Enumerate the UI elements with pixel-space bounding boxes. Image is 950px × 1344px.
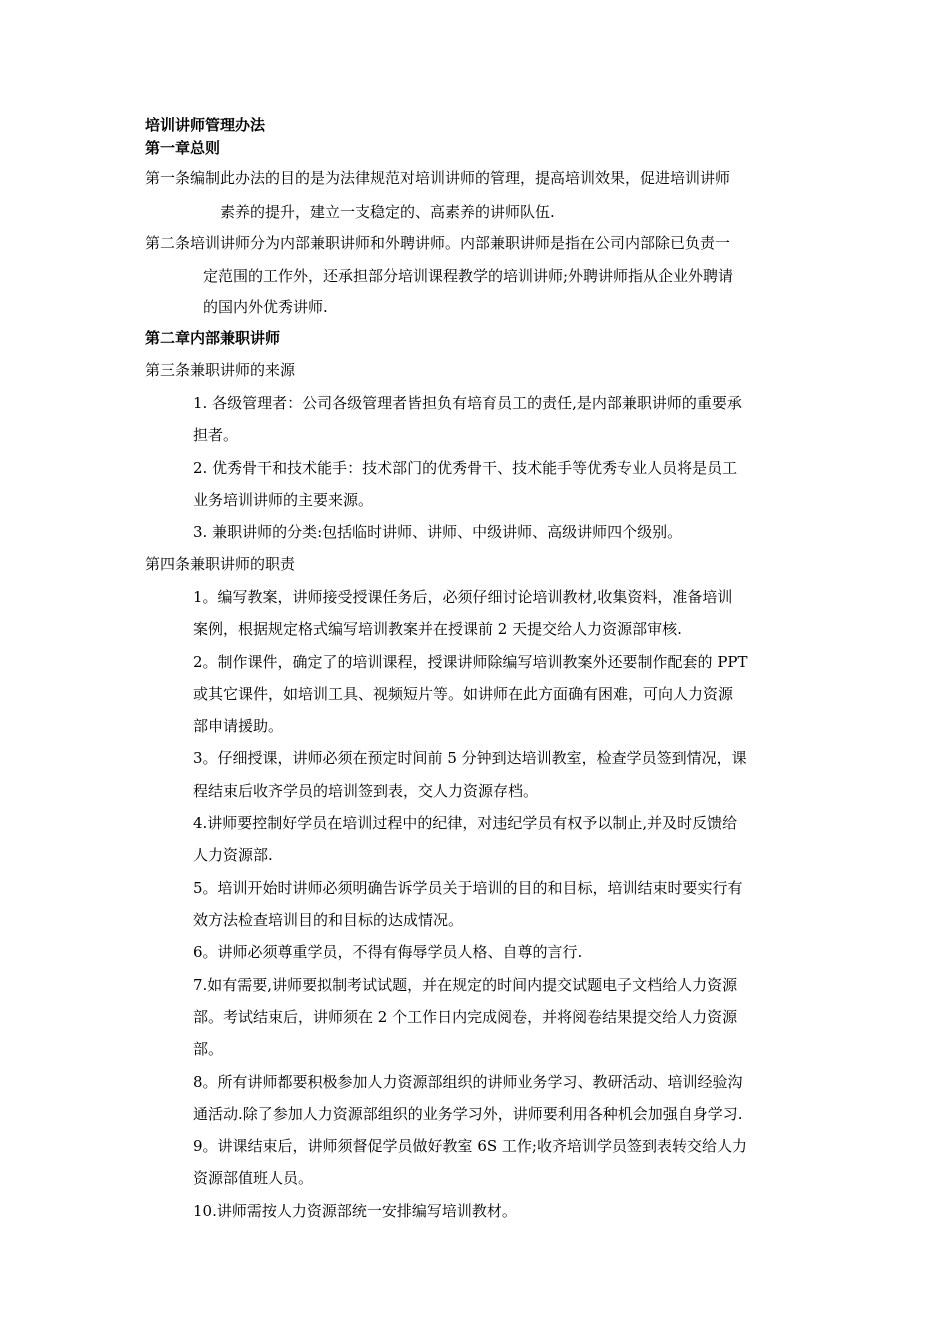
chapter-1-heading: 第一章总则	[145, 139, 221, 157]
article-4-heading: 第四条兼职讲师的职责	[145, 555, 296, 573]
article-4-item-line: 1。编写教案，讲师接受授课任务后，必须仔细讨论培训教材,收集资料，准备培训	[193, 588, 733, 606]
article-3-item-line: 2. 优秀骨干和技术能手：技术部门的优秀骨干、技术能手等优秀专业人员将是员工	[193, 459, 738, 477]
article-2-line: 第二条培训讲师分为内部兼职讲师和外聘讲师。内部兼职讲师是指在公司内部除已负责一	[145, 234, 731, 252]
article-4-item-line: 资源部值班人员。	[193, 1169, 314, 1187]
article-3-item-line: 担者。	[193, 426, 239, 444]
article-4-item-line: 效方法检查培训目的和目标的达成情况。	[193, 911, 464, 929]
article-4-item-line: 通活动.除了参加人力资源部组织的业务学习外，讲师要利用各种机会加强自身学习.	[193, 1105, 743, 1123]
article-4-item-line: 6。讲师必须尊重学员，不得有侮辱学员人格、自尊的言行.	[193, 943, 583, 961]
article-4-item-line: 程结束后收齐学员的培训签到表，交人力资源存档。	[193, 782, 539, 800]
article-4-item-line: 8。所有讲师都要积极参加人力资源部组织的讲师业务学习、教研活动、培训经验沟	[193, 1073, 743, 1091]
article-3-item-line: 1. 各级管理者：公司各级管理者皆担负有培育员工的责任,是内部兼职讲师的重要承	[193, 394, 742, 412]
article-2-line: 定范围的工作外，还承担部分培训课程教学的培训讲师;外聘讲师指从企业外聘请	[203, 267, 734, 285]
article-4-item-line: 部。	[193, 1040, 224, 1058]
article-4-item-line: 3。仔细授课，讲师必须在预定时间前 5 分钟到达培训教室，检查学员签到情况，课	[193, 749, 747, 767]
article-4-item-line: 9。讲课结束后，讲师须督促学员做好教室 6S 工作;收齐培训学员签到表转交给人力	[193, 1137, 747, 1155]
article-4-item-line: 10.讲师需按人力资源部统一安排编写培训教材。	[193, 1202, 517, 1220]
article-3-item-line: 3. 兼职讲师的分类:包括临时讲师、讲师、中级讲师、高级讲师四个级别。	[193, 523, 683, 541]
article-1-line: 第一条编制此办法的目的是为法律规范对培训讲师的管理，提高培训效果，促进培训讲师	[145, 169, 731, 187]
article-4-item-line: 2。制作课件，确定了的培训课程，授课讲师除编写培训教案外还要制作配套的 PPT	[193, 653, 748, 671]
article-4-item-line: 5。培训开始时讲师必须明确告诉学员关于培训的目的和目标，培训结束时要实行有	[193, 879, 743, 897]
article-1-line: 素养的提升，建立一支稳定的、高素养的讲师队伍.	[220, 203, 555, 221]
article-4-item-line: 人力资源部.	[193, 846, 273, 864]
article-4-item-line: 部。考试结束后，讲师须在 2 个工作日内完成阅卷，并将阅卷结果提交给人力资源	[193, 1008, 738, 1026]
document-title: 培训讲师管理办法	[145, 116, 266, 134]
article-4-item-line: 部申请援助。	[193, 717, 284, 735]
article-4-item-line: 或其它课件，如培训工具、视频短片等。如讲师在此方面确有困难，可向人力资源	[193, 685, 734, 703]
article-4-item-line: 案例，根据规定格式编写培训教案并在授课前 2 天提交给人力资源部审核.	[193, 620, 682, 638]
article-4-item-line: 4.讲师要控制好学员在培训过程中的纪律，对违纪学员有权予以制止,并及时反馈给	[193, 814, 738, 832]
article-3-item-line: 业务培训讲师的主要来源。	[193, 491, 374, 509]
article-3-heading: 第三条兼职讲师的来源	[145, 361, 296, 379]
chapter-2-heading: 第二章内部兼职讲师	[145, 329, 281, 347]
article-4-item-line: 7.如有需要,讲师要拟制考试试题，并在规定的时间内提交试题电子文档给人力资源	[193, 976, 738, 994]
article-2-line: 的国内外优秀讲师.	[203, 298, 328, 316]
